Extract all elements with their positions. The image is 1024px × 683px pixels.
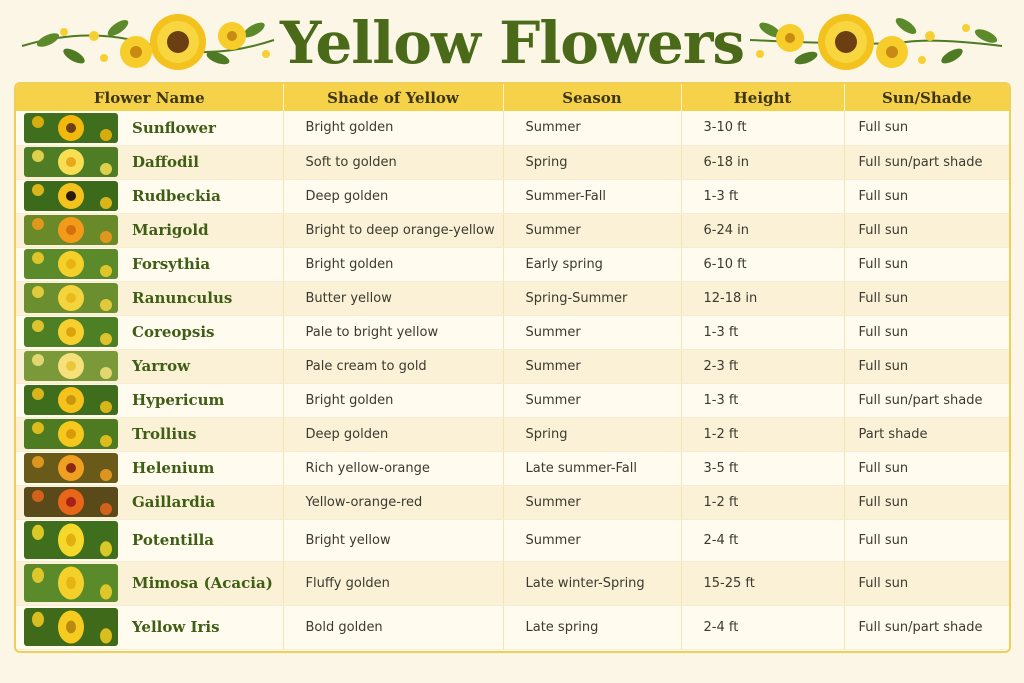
flower-name: Hypericum (132, 391, 225, 409)
sun-shade-cell: Full sun (844, 111, 1009, 145)
table-row (16, 605, 1009, 649)
season-cell: Spring (503, 417, 681, 451)
marigold-photo (24, 215, 118, 245)
height-cell: 1-2 ft (681, 417, 844, 451)
season-cell: Summer (503, 519, 681, 561)
potentilla-photo (24, 521, 118, 559)
sun-shade-cell: Full sun (844, 485, 1009, 519)
flower-name: Trollius (132, 425, 197, 443)
height-cell: 2-3 ft (681, 349, 844, 383)
sunflower-photo (24, 113, 118, 143)
table-row (16, 519, 1009, 561)
shade-cell: Butter yellow (283, 281, 503, 315)
height-cell: 1-2 ft (681, 485, 844, 519)
shade-cell: Bright golden (283, 247, 503, 281)
rudbeckia-photo (24, 181, 118, 211)
flower-name: Coreopsis (132, 323, 215, 341)
flower-name: Potentilla (132, 531, 215, 549)
gaillardia-photo (24, 487, 118, 517)
table-row (16, 561, 1009, 605)
height-cell: 6-18 in (681, 145, 844, 179)
forsythia-photo (24, 249, 118, 279)
flower-name: Rudbeckia (132, 187, 221, 205)
flower-name: Forsythia (132, 255, 211, 273)
height-cell: 1-3 ft (681, 383, 844, 417)
shade-cell: Rich yellow-orange (283, 451, 503, 485)
height-cell: 15-25 ft (681, 561, 844, 605)
flower-name-cell (16, 247, 283, 281)
flower-name-cell (16, 519, 283, 561)
shade-cell: Bright to deep orange-yellow (283, 213, 503, 247)
coreopsis-photo (24, 317, 118, 347)
sun-shade-cell: Full sun (844, 561, 1009, 605)
flower-name-cell (16, 213, 283, 247)
sun-shade-cell: Full sun (844, 519, 1009, 561)
season-cell: Summer (503, 349, 681, 383)
helenium-photo (24, 453, 118, 483)
ranunculus-photo (24, 283, 118, 313)
height-cell: 3-5 ft (681, 451, 844, 485)
flower-name: Sunflower (132, 118, 216, 137)
table-row (16, 213, 1009, 247)
sun-shade-cell: Full sun (844, 247, 1009, 281)
sun-shade-cell: Full sun (844, 179, 1009, 213)
shade-cell: Fluffy golden (283, 561, 503, 605)
flower-name-cell (16, 605, 283, 649)
column-header-season: Season (503, 84, 681, 111)
flower-name: Mimosa (Acacia) (132, 574, 273, 592)
iris-photo (24, 608, 118, 646)
flower-name: Ranunculus (132, 289, 233, 307)
sun-shade-cell: Full sun (844, 349, 1009, 383)
flower-name-cell (16, 485, 283, 519)
flower-name: Marigold (132, 221, 209, 239)
column-header-height: Height (681, 84, 844, 111)
mimosa-photo (24, 564, 118, 602)
shade-cell: Bright golden (283, 383, 503, 417)
season-cell: Spring-Summer (503, 281, 681, 315)
flower-name: Daffodil (132, 153, 199, 171)
page-title: Yellow Flowers (279, 9, 745, 77)
table-row (16, 145, 1009, 179)
flower-name-cell (16, 179, 283, 213)
flower-name-cell (16, 383, 283, 417)
column-header-flower-name: Flower Name (16, 84, 283, 111)
flower-name-cell (16, 561, 283, 605)
season-cell: Summer (503, 383, 681, 417)
flower-name: Helenium (132, 459, 215, 477)
height-cell: 1-3 ft (681, 315, 844, 349)
season-cell: Summer (503, 315, 681, 349)
sun-shade-cell: Full sun (844, 213, 1009, 247)
height-cell: 1-3 ft (681, 179, 844, 213)
shade-cell: Bold golden (283, 605, 503, 649)
shade-cell: Pale to bright yellow (283, 315, 503, 349)
table-row (16, 349, 1009, 383)
flower-name: Gaillardia (132, 493, 216, 511)
season-cell: Early spring (503, 247, 681, 281)
table-header-row (16, 84, 1009, 111)
flower-name: Yellow Iris (132, 618, 220, 636)
sun-shade-cell: Full sun (844, 451, 1009, 485)
flower-name-cell (16, 315, 283, 349)
sun-shade-cell: Part shade (844, 417, 1009, 451)
flower-name-cell (16, 111, 283, 145)
height-cell: 2-4 ft (681, 519, 844, 561)
daffodil-photo (24, 147, 118, 177)
height-cell: 3-10 ft (681, 111, 844, 145)
column-header-shade: Shade of Yellow (283, 84, 503, 111)
flower-name-cell (16, 451, 283, 485)
flower-name-cell (16, 281, 283, 315)
table-row (16, 451, 1009, 485)
sun-shade-cell: Full sun/part shade (844, 383, 1009, 417)
table-row (16, 281, 1009, 315)
season-cell: Summer (503, 485, 681, 519)
table-row (16, 111, 1009, 145)
table-row (16, 417, 1009, 451)
shade-cell: Bright golden (283, 111, 503, 145)
table-row (16, 383, 1009, 417)
shade-cell: Bright yellow (283, 519, 503, 561)
table-row (16, 179, 1009, 213)
sun-shade-cell: Full sun/part shade (844, 145, 1009, 179)
flower-name-cell (16, 417, 283, 451)
season-cell: Late winter-Spring (503, 561, 681, 605)
height-cell: 6-24 in (681, 213, 844, 247)
flower-table (14, 82, 1011, 653)
season-cell: Summer (503, 111, 681, 145)
flower-name-cell (16, 349, 283, 383)
shade-cell: Yellow-orange-red (283, 485, 503, 519)
hypericum-photo (24, 385, 118, 415)
table-row (16, 315, 1009, 349)
table-row (16, 247, 1009, 281)
shade-cell: Pale cream to gold (283, 349, 503, 383)
flower-name: Yarrow (132, 357, 190, 375)
season-cell: Summer-Fall (503, 179, 681, 213)
season-cell: Summer (503, 213, 681, 247)
sun-shade-cell: Full sun (844, 281, 1009, 315)
shade-cell: Soft to golden (283, 145, 503, 179)
shade-cell: Deep golden (283, 417, 503, 451)
flower-name-cell (16, 145, 283, 179)
height-cell: 6-10 ft (681, 247, 844, 281)
sun-shade-cell: Full sun/part shade (844, 605, 1009, 649)
season-cell: Late spring (503, 605, 681, 649)
yarrow-photo (24, 351, 118, 381)
height-cell: 2-4 ft (681, 605, 844, 649)
sun-shade-cell: Full sun (844, 315, 1009, 349)
table-row (16, 485, 1009, 519)
column-header-sun-shade: Sun/Shade (844, 84, 1009, 111)
flower-garland-right (746, 6, 1006, 78)
season-cell: Late summer-Fall (503, 451, 681, 485)
shade-cell: Deep golden (283, 179, 503, 213)
height-cell: 12-18 in (681, 281, 844, 315)
trollius-photo (24, 419, 118, 449)
season-cell: Spring (503, 145, 681, 179)
